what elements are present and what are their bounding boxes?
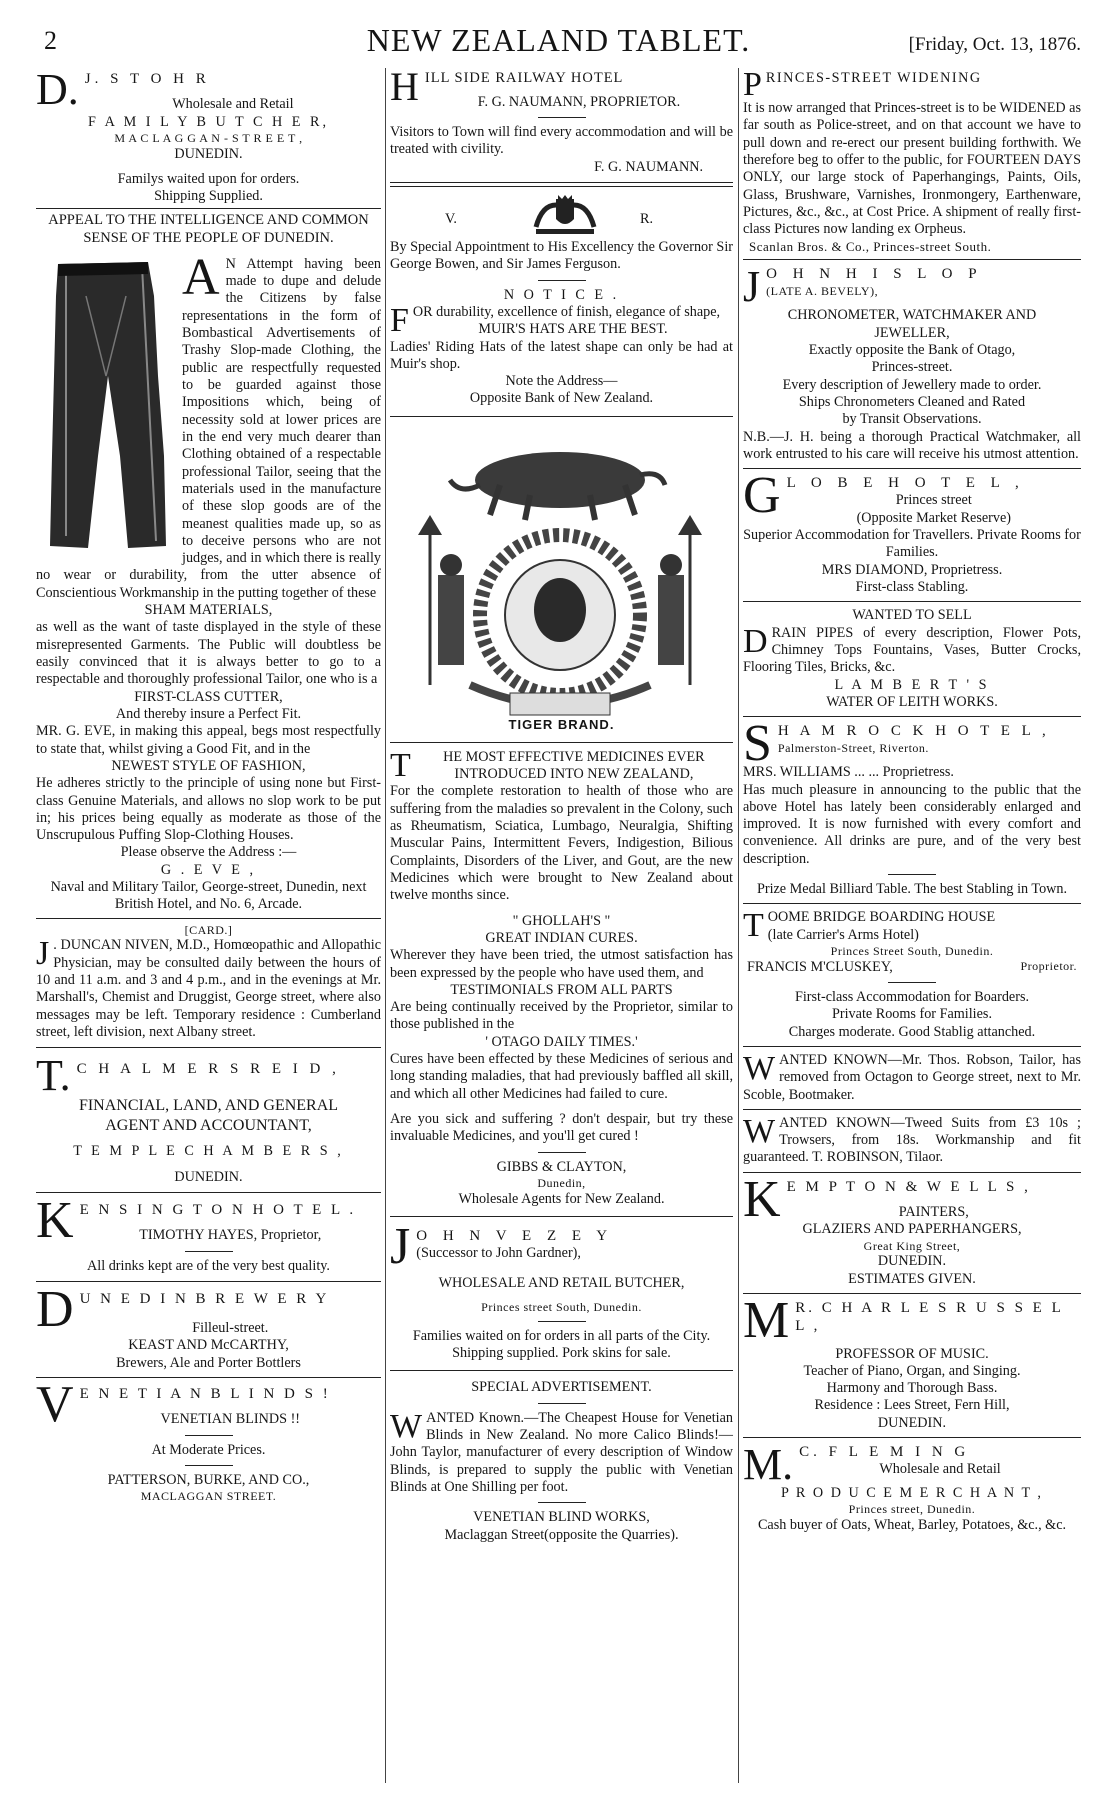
royal-arms bbox=[390, 193, 733, 239]
divider bbox=[743, 1046, 1081, 1047]
ad-stohr bbox=[36, 68, 381, 205]
ad-line: Ships Chronometers Cleaned and Rated bbox=[798, 393, 1026, 410]
ad-subhead: TESTIMONIALS FROM ALL PARTS bbox=[450, 981, 673, 998]
ad-line: First-class Stabling. bbox=[855, 579, 969, 596]
ad-niven bbox=[36, 923, 381, 1042]
ad-line: Wholesale and Retail bbox=[879, 1461, 1001, 1478]
column-rule bbox=[738, 68, 739, 1783]
divider bbox=[390, 742, 733, 743]
ad-body: N.B.—J. H. being a thorough Practical Watchmaker, all work entrusted to his care will receive his utmost attention. bbox=[743, 428, 1081, 462]
ad-name: E N E T I A N B L I N D S ! bbox=[79, 1386, 331, 1403]
divider bbox=[36, 1047, 381, 1048]
ad-trade: P R O D U C E M E R C H A N T , bbox=[781, 1485, 1043, 1502]
ad-line: Residence : Lees Street, Fern Hill, bbox=[814, 1397, 1010, 1414]
ad-line: (Successor to John Gardner), bbox=[416, 1245, 581, 1262]
ad-line: Prize Medal Billiard Table. The best Stabling in Town. bbox=[756, 881, 1068, 898]
ad-line: R. bbox=[640, 210, 654, 227]
ad-address: Maclaggan Street(opposite the Quarries). bbox=[444, 1526, 679, 1543]
ad-title: RINCES-STREET WIDENING bbox=[765, 70, 982, 86]
ad-trade: JEWELLER, bbox=[874, 324, 950, 341]
ad-address: Naval and Military Tailor, George-street, Dunedin, next British Hotel, and No. 6, Arcade. bbox=[50, 879, 367, 913]
divider bbox=[390, 182, 733, 183]
ad-hillside-hotel bbox=[390, 68, 733, 176]
column-middle bbox=[390, 68, 733, 1783]
ad-line: DUNEDIN. bbox=[877, 1414, 947, 1431]
divider bbox=[743, 716, 1081, 717]
divider bbox=[743, 1293, 1081, 1294]
ad-line: (late Carrier's Arms Hotel) bbox=[767, 926, 919, 943]
ad-body: Ladies' Riding Hats of the latest shape can only be had at Muir's shop. bbox=[390, 338, 733, 372]
ad-shamrock-hotel bbox=[743, 722, 1081, 898]
ad-line: Filleul-street. bbox=[192, 1320, 269, 1337]
issue-date: [Friday, Oct. 13, 1876. bbox=[908, 34, 1081, 55]
ad-line: Great King Street, bbox=[863, 1238, 961, 1253]
ad-line: PAINTERS, bbox=[898, 1204, 969, 1221]
dropcap: V bbox=[36, 1383, 74, 1429]
dropcap: K bbox=[743, 1177, 781, 1222]
ad-trade: CHRONOMETER, WATCHMAKER AND bbox=[787, 307, 1037, 324]
tiger-brand-engraving bbox=[390, 425, 733, 740]
ad-robinson bbox=[743, 1112, 1081, 1167]
ad-line: VENETIAN BLINDS !! bbox=[160, 1411, 301, 1428]
ad-line: Charges moderate. Good Stablig attanched. bbox=[788, 1023, 1036, 1040]
divider bbox=[36, 1281, 381, 1282]
ad-address: Princes street, Dunedin. bbox=[848, 1502, 976, 1517]
dropcap: D bbox=[743, 622, 768, 660]
ad-name: U N E D I N B R E W E R Y bbox=[79, 1290, 330, 1307]
ad-trade: F A M I L Y B U T C H E R, bbox=[87, 113, 330, 130]
dropcap: S bbox=[743, 722, 772, 765]
dropcap: F bbox=[390, 301, 409, 339]
ad-line: Cash buyer of Oats, Wheat, Barley, Potatoes, &c., &c. bbox=[757, 1517, 1067, 1534]
ad-street: M A C L A G G A N - S T R E E T , bbox=[114, 130, 303, 145]
ad-eve-tailor bbox=[36, 212, 381, 913]
ad-city: DUNEDIN. bbox=[174, 1168, 243, 1185]
divider bbox=[390, 1370, 733, 1371]
ad-line: Harmony and Thorough Bass. bbox=[826, 1380, 998, 1397]
ad-line: (LATE A. BEVELY), bbox=[766, 283, 879, 298]
ad-name: C H A L M E R S R E I D , bbox=[76, 1061, 340, 1078]
ad-subhead: ' OTAGO DAILY TIMES.' bbox=[485, 1033, 638, 1050]
ad-name: ILL SIDE RAILWAY HOTEL bbox=[424, 70, 624, 86]
ad-body: It is now arranged that Princes-street is to be WIDENED as far south as Police-street, and on that account we have to pull down and re-erect our present building forthwith. We therefore beg to offer to the public, for FOURTEEN DAYS ONLY, our large stock of Paperhangings, Paints, Oils, Glass, Brushware, Varnishes, Ironmongery, Earthenware, Pictures, &c., &c., at Cost Price. A shipment of really first-class Pictures now landing ex Orpheus. bbox=[743, 100, 1081, 238]
page-number: 2 bbox=[44, 26, 57, 55]
dropcap: P bbox=[743, 68, 762, 100]
ad-venetian bbox=[36, 1383, 381, 1504]
divider bbox=[743, 1109, 1081, 1110]
ad-body: Visitors to Town will find every accommodation and will be treated with civility. bbox=[390, 124, 733, 158]
ad-body: ANTED Known.—The Cheapest House for Venetian Blinds in New Zealand. No more Calico Blinds!—John Taylor, manufacturer of every description of Window Blinds, is prepared to supply the public with Venetian Blinds at One Shilling per foot. bbox=[390, 1409, 733, 1495]
ad-line: (Opposite Market Reserve) bbox=[856, 509, 1011, 526]
dropcap: T bbox=[743, 909, 764, 945]
ad-name: E M P T O N & W E L L S , bbox=[786, 1178, 1031, 1195]
ad-name: J. S T O H R bbox=[84, 71, 210, 87]
ad-title: HE MOST EFFECTIVE MEDICINES EVER INTRODUCED INTO NEW ZEALAND, bbox=[443, 748, 705, 783]
ad-name: O H N V E Z E Y bbox=[416, 1227, 614, 1244]
ad-russell bbox=[743, 1299, 1081, 1432]
ad-address: Princes-street. bbox=[871, 359, 953, 376]
ad-line: Brewers, Ale and Porter Bottlers bbox=[116, 1354, 301, 1371]
divider bbox=[743, 601, 1081, 602]
ad-subhead: VENETIAN BLIND WORKS, bbox=[473, 1509, 650, 1526]
ad-address: Princes street South, Dunedin. bbox=[481, 1300, 642, 1315]
ad-kempton-wells bbox=[743, 1178, 1081, 1288]
ad-body: OR durability, excellence of finish, elegance of shape, bbox=[412, 303, 721, 320]
ad-line: And thereby insure a Perfect Fit. bbox=[115, 705, 302, 722]
ad-body: ANTED KNOWN—Mr. Thos. Robson, Tailor, has removed from Octagon to George street, next to Mr. Scoble, Bootmaker. bbox=[743, 1051, 1081, 1103]
ad-line: Shipping Supplied. bbox=[154, 188, 263, 205]
trousers-illustration bbox=[36, 256, 176, 556]
ad-body: Superior Accommodation for Travellers. Private Rooms for Families. bbox=[743, 527, 1081, 561]
ad-body: as well as the want of taste displayed in the style of these misrepresented Garments. The Public will doubtless be easily convinced that it is always better to go to a respectable and thoroughly professional Tailor, one who is a bbox=[36, 619, 381, 688]
ad-body: Wherever they have been tried, the utmost satisfaction has been expressed by the people who have used them, and bbox=[390, 947, 733, 981]
ad-name: E N S I N G T O N H O T E L . bbox=[79, 1201, 357, 1218]
dropcap: T bbox=[390, 748, 411, 784]
divider bbox=[36, 208, 381, 209]
ad-subhead: FIRST-CLASS CUTTER, bbox=[134, 688, 283, 705]
dropcap: W bbox=[743, 1112, 776, 1150]
dropcap: H bbox=[390, 68, 419, 109]
ad-body: Families waited on for orders in all parts of the City. bbox=[412, 1327, 711, 1344]
ad-princes-street-widening bbox=[743, 68, 1081, 254]
ad-body: By Special Appointment to His Excellency the Governor Sir George Bowen, and Sir James Ferguson. bbox=[390, 238, 733, 273]
column-right bbox=[743, 68, 1081, 1783]
ad-line: Private Rooms for Families. bbox=[832, 1006, 992, 1023]
ad-line: WATER OF LEITH WORKS. bbox=[826, 693, 998, 710]
ad-sign: Scanlan Bros. & Co., Princes-street South. bbox=[749, 238, 992, 254]
ad-address: Palmerston-Street, Riverton. bbox=[777, 740, 929, 755]
ad-proprietor: MRS DIAMOND, Proprietress. bbox=[821, 561, 1003, 578]
ad-proprietor: F. G. NAUMANN, PROPRIETOR. bbox=[477, 93, 681, 110]
divider bbox=[743, 1172, 1081, 1173]
ad-line: ESTIMATES GIVEN. bbox=[848, 1270, 976, 1287]
ad-proprietor: FRANCIS M'CLUSKEY, bbox=[747, 958, 893, 975]
divider bbox=[36, 1192, 381, 1193]
ad-name: R. C H A R L E S R U S S E L L , bbox=[795, 1299, 1064, 1335]
ad-line: Teacher of Piano, Organ, and Singing. bbox=[803, 1362, 1021, 1379]
ad-address: Princes Street South, Dunedin. bbox=[830, 944, 994, 959]
ad-line: Every description of Jewellery made to order. bbox=[782, 376, 1042, 393]
divider bbox=[743, 903, 1081, 904]
ad-body: . DUNCAN NIVEN, M.D., Homœopathic and Allopathic Physician, may be consulted daily between the hours of 10 and 11 a.m. and 3 and 4 p.m., and in the evenings at Mr. Marshall's, Chemist and Druggist, George street, where also messages may be left. Temporary residence : Cumberland street, left division, next Albany street. bbox=[36, 937, 381, 1040]
ad-line: PATTERSON, BURKE, AND CO., bbox=[107, 1471, 310, 1488]
ad-line: T E M P L E C H A M B E R S , bbox=[73, 1143, 344, 1160]
ad-line: FINANCIAL, LAND, AND GENERAL bbox=[78, 1097, 339, 1115]
dropcap: J bbox=[743, 265, 761, 308]
ad-kensington bbox=[36, 1199, 381, 1275]
ad-subhead: SHAM MATERIALS, bbox=[144, 602, 273, 619]
dropcap: G bbox=[743, 474, 781, 525]
ad-proprietor-title: Proprietor. bbox=[1020, 958, 1077, 973]
ad-subhead: NEWEST STYLE OF FASHION, bbox=[111, 757, 306, 774]
ad-line: All drinks kept are of the very best quality. bbox=[87, 1257, 330, 1274]
dropcap: W bbox=[390, 1407, 423, 1445]
ad-lambert bbox=[743, 607, 1081, 711]
ad-line: MACLAGGAN STREET. bbox=[140, 1489, 277, 1504]
ad-body: N Attempt having been made to dupe and delude the Citizens by false representations in the form of Bombastical Advertisements of Trashy Slop-made Clothing, the public are respectfully requested to be guarded against those Impositions which, being of necessity sold at lower prices are in the end very much dearer than Clothing obtained of a respectable professional Tailor, seeing that the materials used in the manufacture of these slop goods are of the meanest qualities made up, so as to deceive persons who are not judges, and in which there is really no wear or durability, from the utter absence of Conscientious Workmanship in the putting together of these bbox=[36, 255, 381, 601]
ad-body: He adheres strictly to the principle of using none but First-class Genuine Materials, and allows no slop work to be put in; his prices being equally as moderate as those of the Unscrupulous Puffing Slop-Clothing Houses. bbox=[36, 775, 381, 844]
dropcap: M bbox=[743, 1298, 790, 1349]
ad-line: Wholesale Agents for New Zealand. bbox=[458, 1190, 665, 1207]
ad-hislop bbox=[743, 265, 1081, 463]
ad-chalmers bbox=[36, 1054, 381, 1186]
ad-sign: F. G. NAUMANN. bbox=[594, 158, 703, 175]
ad-proprietor: TIMOTHY HAYES, Proprietor, bbox=[139, 1227, 322, 1244]
ad-name: G . E V E , bbox=[160, 861, 257, 878]
masthead: NEW ZEALAND TABLET. bbox=[366, 22, 751, 58]
dropcap: D bbox=[36, 1287, 74, 1338]
ad-name: L A M B E R T ' S bbox=[834, 676, 990, 693]
ad-line: Familys waited upon for orders. bbox=[117, 170, 300, 187]
dropcap: A bbox=[182, 248, 220, 306]
ad-line: DUNEDIN. bbox=[877, 1253, 947, 1270]
divider bbox=[743, 1437, 1081, 1438]
divider bbox=[743, 468, 1081, 469]
ad-name: O H N H I S L O P bbox=[766, 266, 983, 283]
ad-line: AGENT AND ACCOUNTANT, bbox=[105, 1116, 312, 1134]
ad-line: Shipping supplied. Pork skins for sale. bbox=[452, 1345, 671, 1362]
ad-gollah-medicines bbox=[390, 425, 733, 1208]
ad-subhead: GREAT INDIAN CURES. bbox=[485, 929, 638, 946]
dropcap: W bbox=[743, 1049, 776, 1087]
ad-line: KEAST AND McCARTHY, bbox=[128, 1337, 289, 1354]
ad-trade: WHOLESALE AND RETAIL BUTCHER, bbox=[438, 1274, 685, 1291]
ad-line: by Transit Observations. bbox=[842, 411, 982, 428]
ad-city: DUNEDIN. bbox=[174, 145, 243, 162]
divider bbox=[36, 1377, 381, 1378]
ad-body: Are you sick and suffering ? don't despair, but try these invaluable Medicines, and you'll get cured ! bbox=[390, 1111, 733, 1145]
dropcap: D. bbox=[36, 68, 79, 114]
ad-body: Has much pleasure in announcing to the public that the above Hotel has lately been considerably enlarged and improved. It is now furnished with every comfort and convenience. All drinks are pure, and of the very best description. bbox=[743, 781, 1081, 867]
ad-title: N O T I C E . bbox=[503, 286, 620, 303]
dropcap: J bbox=[36, 935, 50, 973]
ad-line: Wholesale and Retail bbox=[172, 96, 294, 113]
divider bbox=[743, 259, 1081, 260]
ad-address: Exactly opposite the Bank of Otago, bbox=[808, 341, 1016, 358]
ad-address: Opposite Bank of New Zealand. bbox=[469, 390, 654, 407]
page-header bbox=[36, 18, 1081, 58]
ad-globe-hotel bbox=[743, 474, 1081, 596]
ad-robson bbox=[743, 1049, 1081, 1104]
column-rule bbox=[385, 68, 386, 1783]
ad-title: SPECIAL ADVERTISEMENT. bbox=[471, 1379, 652, 1396]
ad-body: Are being continually received by the Proprietor, similar to those published in the bbox=[390, 999, 733, 1033]
ad-line: Princes street bbox=[895, 492, 972, 509]
ad-agents: GIBBS & CLAYTON, bbox=[496, 1158, 627, 1175]
dropcap: J bbox=[390, 1224, 411, 1267]
ad-line: Please observe the Address :— bbox=[120, 844, 297, 861]
ad-name: H A M R O C K H O T E L , bbox=[777, 723, 1050, 740]
ad-brewery bbox=[36, 1288, 381, 1372]
ad-line: V. bbox=[445, 210, 457, 227]
dropcap: T. bbox=[36, 1054, 71, 1097]
divider bbox=[390, 186, 733, 187]
dropcap: K bbox=[36, 1198, 74, 1245]
ad-muir-hats bbox=[390, 193, 733, 408]
ad-body: MR. G. EVE, in making this appeal, begs most respectfully to state that, whilst giving a Good Fit, and in the bbox=[36, 723, 381, 757]
ad-line: Note the Address— bbox=[505, 373, 618, 390]
ad-name: OOME BRIDGE BOARDING HOUSE bbox=[767, 909, 996, 926]
divider bbox=[36, 918, 381, 919]
ad-body: RAIN PIPES of every description, Flower Pots, Chimney Tops Fountains, Vases, Butter Crocks, Flooring Tiles, Bricks, &c. bbox=[743, 624, 1081, 676]
ad-vezey bbox=[390, 1225, 733, 1363]
ad-card-label: [CARD.] bbox=[184, 922, 233, 937]
coat-of-arms-icon bbox=[530, 193, 600, 237]
dropcap: M. bbox=[743, 1443, 794, 1486]
ad-line: First-class Accommodation for Boarders. bbox=[794, 988, 1030, 1005]
ad-line: GLAZIERS AND PAPERHANGERS, bbox=[802, 1221, 1022, 1238]
ad-name: L O B E H O T E L , bbox=[786, 475, 1025, 492]
ad-special-advertisement bbox=[390, 1379, 733, 1544]
divider bbox=[390, 1216, 733, 1217]
ad-body: ANTED KNOWN—Tweed Suits from £3 10s ; Trowsers, from 18s. Workmanship and fit guaranteed. T. ROBINSON, Tilaor. bbox=[743, 1114, 1081, 1166]
ad-line: At Moderate Prices. bbox=[151, 1441, 266, 1458]
ad-toome-bridge bbox=[743, 909, 1081, 1041]
ad-line: PROFESSOR OF MUSIC. bbox=[835, 1345, 989, 1362]
ad-city: Dunedin, bbox=[537, 1175, 586, 1190]
ad-proprietor: MRS. WILLIAMS ... ... Proprietress. bbox=[743, 764, 954, 781]
ad-subhead: " GHOLLAH'S " bbox=[512, 912, 611, 929]
column-left bbox=[36, 68, 381, 1783]
ad-fleming bbox=[743, 1443, 1081, 1534]
ad-title: APPEAL TO THE INTELLIGENCE AND COMMON SENSE OF THE PEOPLE OF DUNEDIN. bbox=[48, 212, 369, 247]
ad-name: C. F L E M I N G bbox=[799, 1444, 970, 1461]
ad-subhead: MUIR'S HATS ARE THE BEST. bbox=[478, 321, 668, 338]
divider bbox=[390, 416, 733, 417]
ad-body: Cures have been effected by these Medicines of serious and long standing maladies, that had previously baffled all skill, and which all other Medicines had failed to cure. bbox=[390, 1051, 733, 1102]
ad-body: For the complete restoration to health of those who are suffering from the maladies so prevalent in the Colony, such as Rheumatism, Sciatica, Lumbago, Neuralgia, Shifting Muscular Pains, Intermittent Fevers, Indigestion, Bilious Complaints, Disorders of the Liver, and Gout, are the new Medicines which were brought to New Zealand about twelve months since. bbox=[390, 783, 733, 904]
ad-title: WANTED TO SELL bbox=[852, 607, 972, 624]
brand-label: TIGER BRAND. bbox=[508, 716, 615, 732]
